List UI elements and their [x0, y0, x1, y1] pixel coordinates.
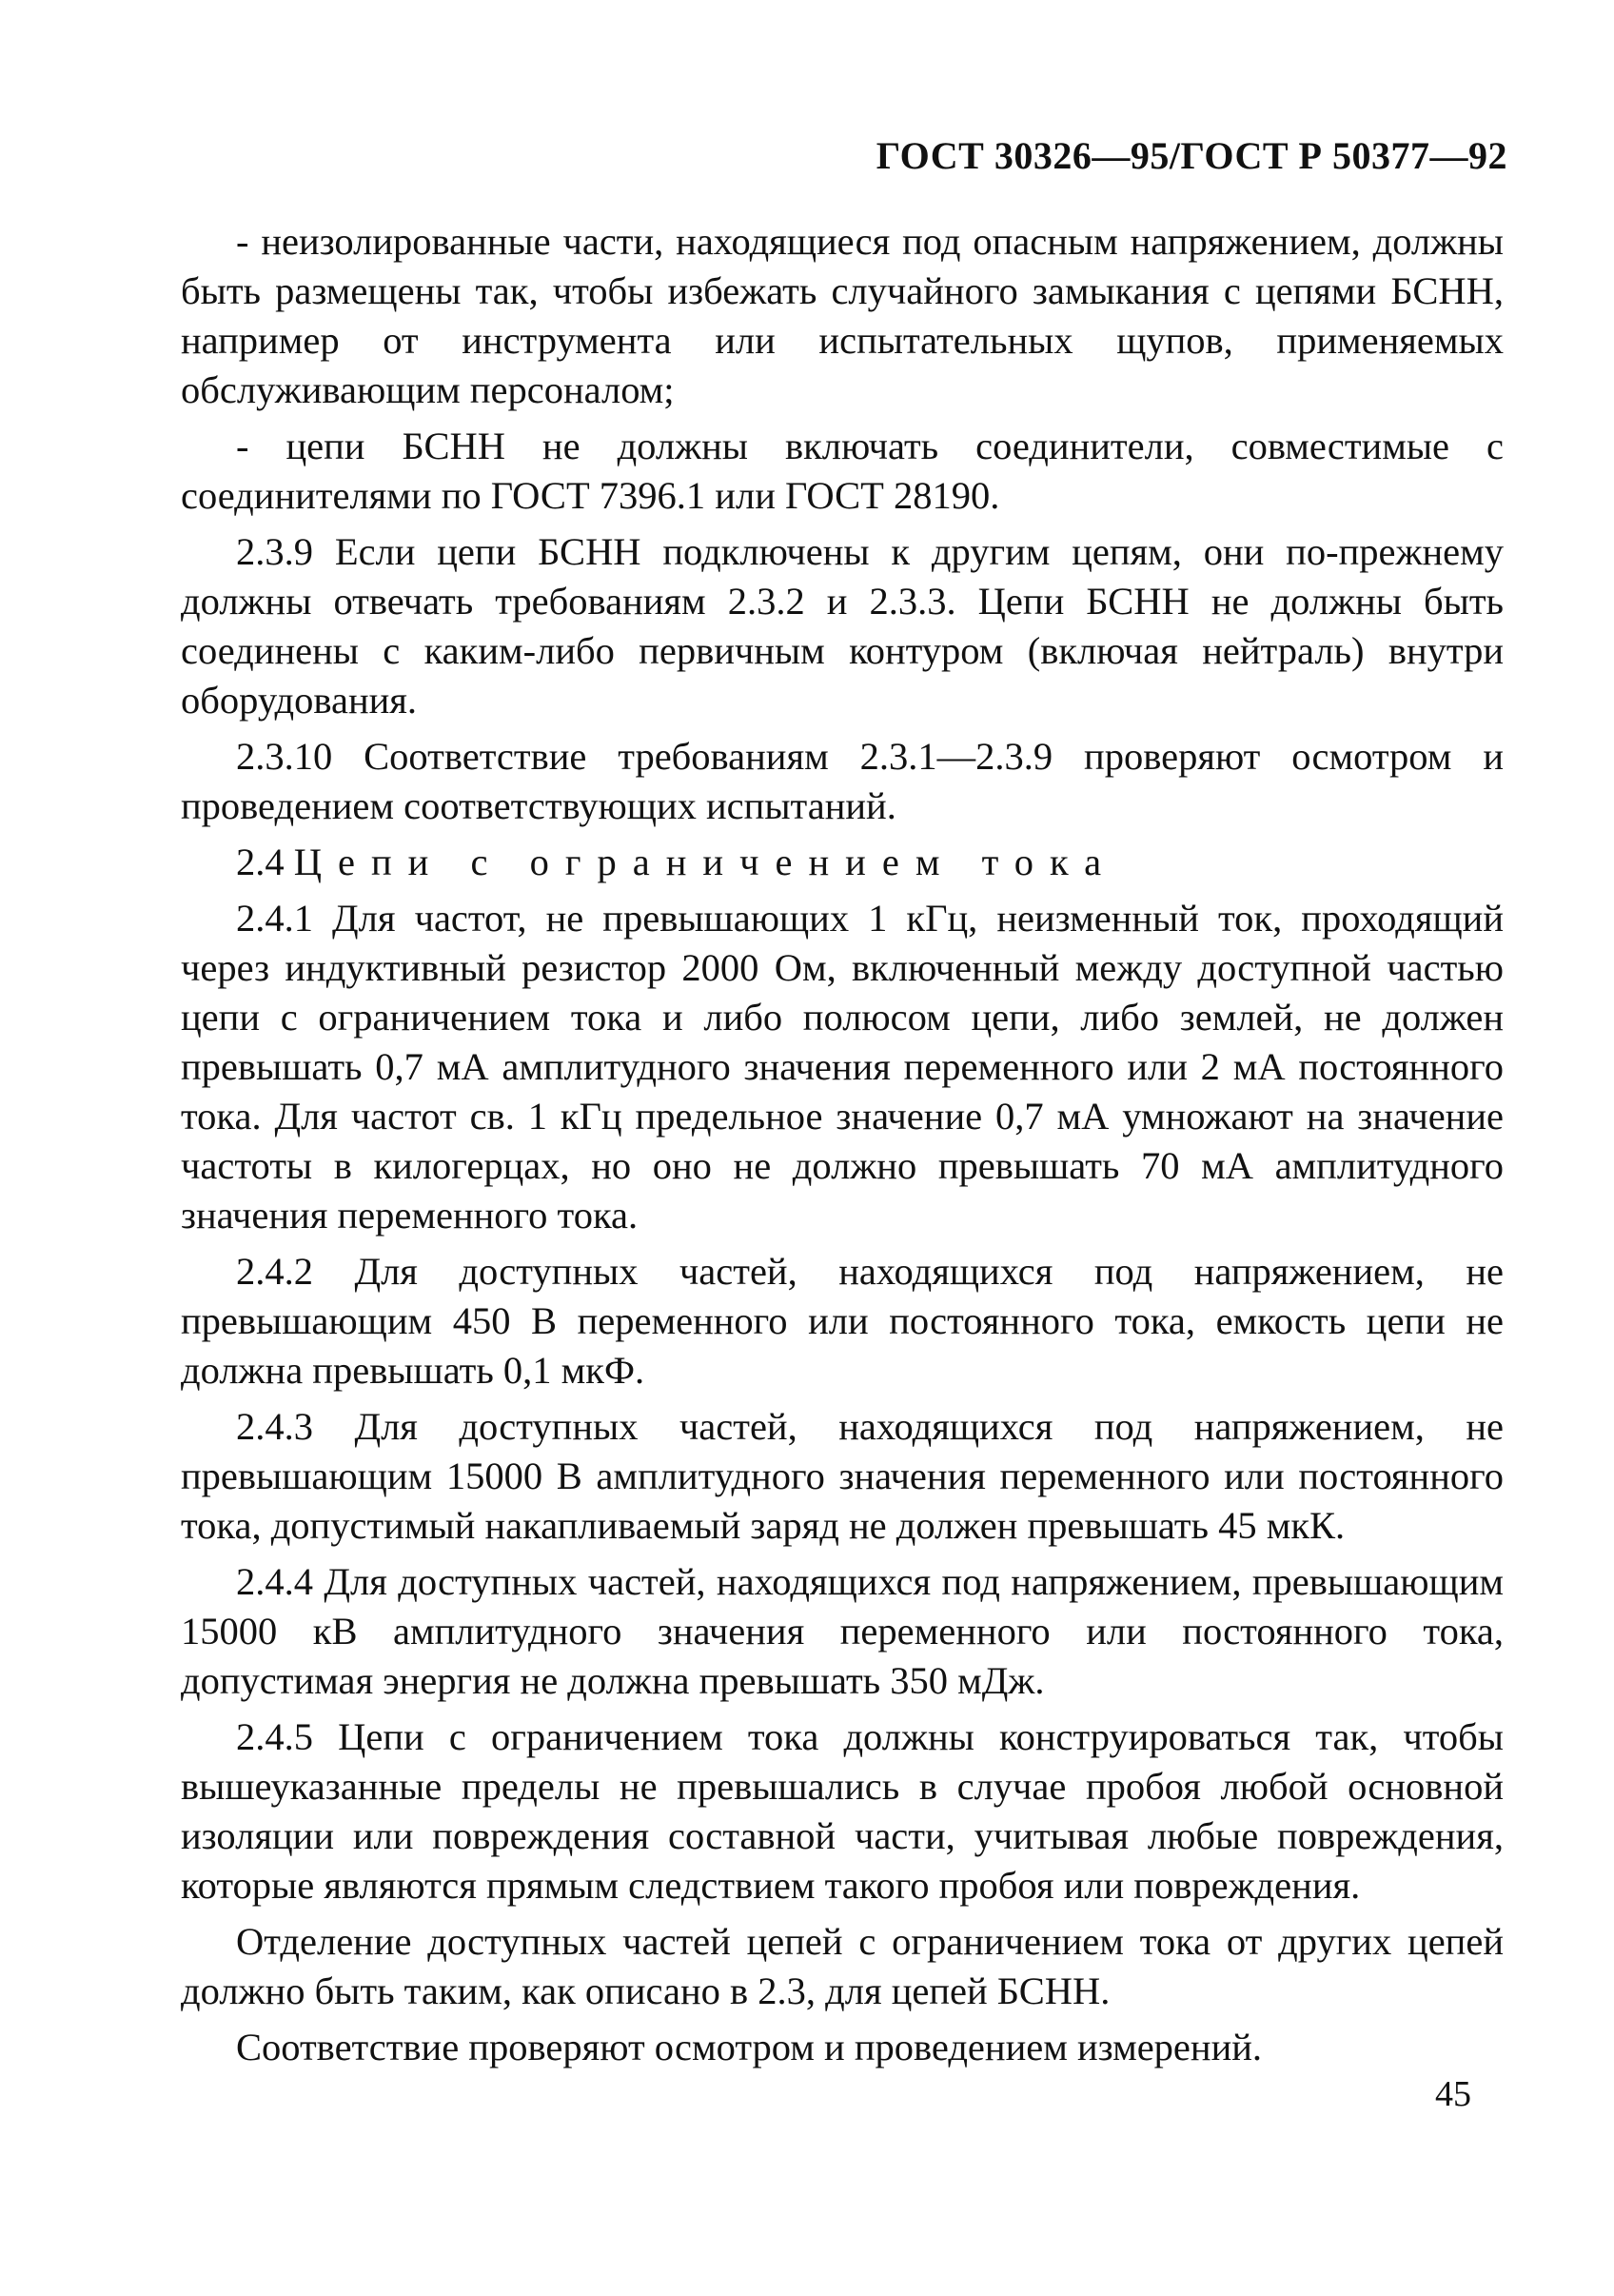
paragraph-uninsulated-parts: - неизолированные части, находящиеся под опасным напряжением, должны быть размещены так, чтобы избежать случайного замыкания с цепями БСНН, например от инструмента или испытательных щупов, применяемых обслуживающим персоналом;	[181, 220, 1504, 411]
paragraph-2-4-2: 2.4.2 Для доступных частей, находящихся под напряжением, не превышающим 450 В переменного или постоянного тока, емкость цепи не должна превышать 0,1 мкФ.	[181, 1250, 1504, 1392]
section-number: 2.4	[236, 841, 285, 883]
paragraph-2-4-5: 2.4.5 Цепи с ограничением тока должны конструироваться так, чтобы вышеуказанные пределы не превышались в случае пробоя любой основной изоляции или повреждения составной части, учитывая любые повреждения, которые являются прямым следствием такого пробоя или повреждения.	[181, 1715, 1504, 1907]
paragraph-connectors: - цепи БСНН не должны включать соединители, совместимые с соединителями по ГОСТ 7396.1 или ГОСТ 28190.	[181, 425, 1504, 517]
paragraph-separation: Отделение доступных частей цепей с ограничением тока от других цепей должно быть таким, как описано в 2.3, для цепей БСНН.	[181, 1920, 1504, 2012]
paragraph-2-4-4: 2.4.4 Для доступных частей, находящихся под напряжением, превышающим 15000 кВ амплитудного значения переменного или постоянного тока, допустимая энергия не должна превышать 350 мДж.	[181, 1560, 1504, 1702]
page-number: 45	[1435, 2074, 1471, 2114]
paragraph-2-3-9: 2.3.9 Если цепи БСНН подключены к другим цепям, они по-прежнему должны отвечать требованиям 2.3.2 и 2.3.3. Цепи БСНН не должны быть соединены с каким-либо первичным контуром (включая нейтраль) внутри оборудования.	[181, 530, 1504, 722]
section-title: Цепи с ограничением тока	[293, 841, 1118, 883]
paragraph-2-4-1: 2.4.1 Для частот, не превышающих 1 кГц, неизменный ток, проходящий через индуктивный резистор 2000 Ом, включенный между доступной частью цепи с ограничением тока и либо полюсом цепи, либо землей, не должен превышать 0,7 мА амплитудного значения переменного или 2 мА постоянного тока. Для частот св. 1 кГц предельное значение 0,7 мА умножают на значение частоты в килогерцах, но оно не должно превышать 70 мА амплитудного значения переменного тока.	[181, 897, 1504, 1237]
paragraph-compliance: Соответствие проверяют осмотром и проведением измерений.	[236, 2026, 1263, 2068]
paragraph-2-4-3: 2.4.3 Для доступных частей, находящихся под напряжением, не превышающим 15000 В амплитудного значения переменного или постоянного тока, допустимый накапливаемый заряд не должен превышать 45 мкК.	[181, 1405, 1504, 1547]
document-body	[181, 217, 1504, 2079]
section-heading-2-4	[181, 838, 1504, 887]
standard-header: ГОСТ 30326—95/ГОСТ Р 50377—92	[876, 134, 1507, 177]
paragraph-2-3-10: 2.3.10 Соответствие требованиям 2.3.1—2.3.9 проверяют осмотром и проведением соответствующих испытаний.	[181, 735, 1504, 827]
